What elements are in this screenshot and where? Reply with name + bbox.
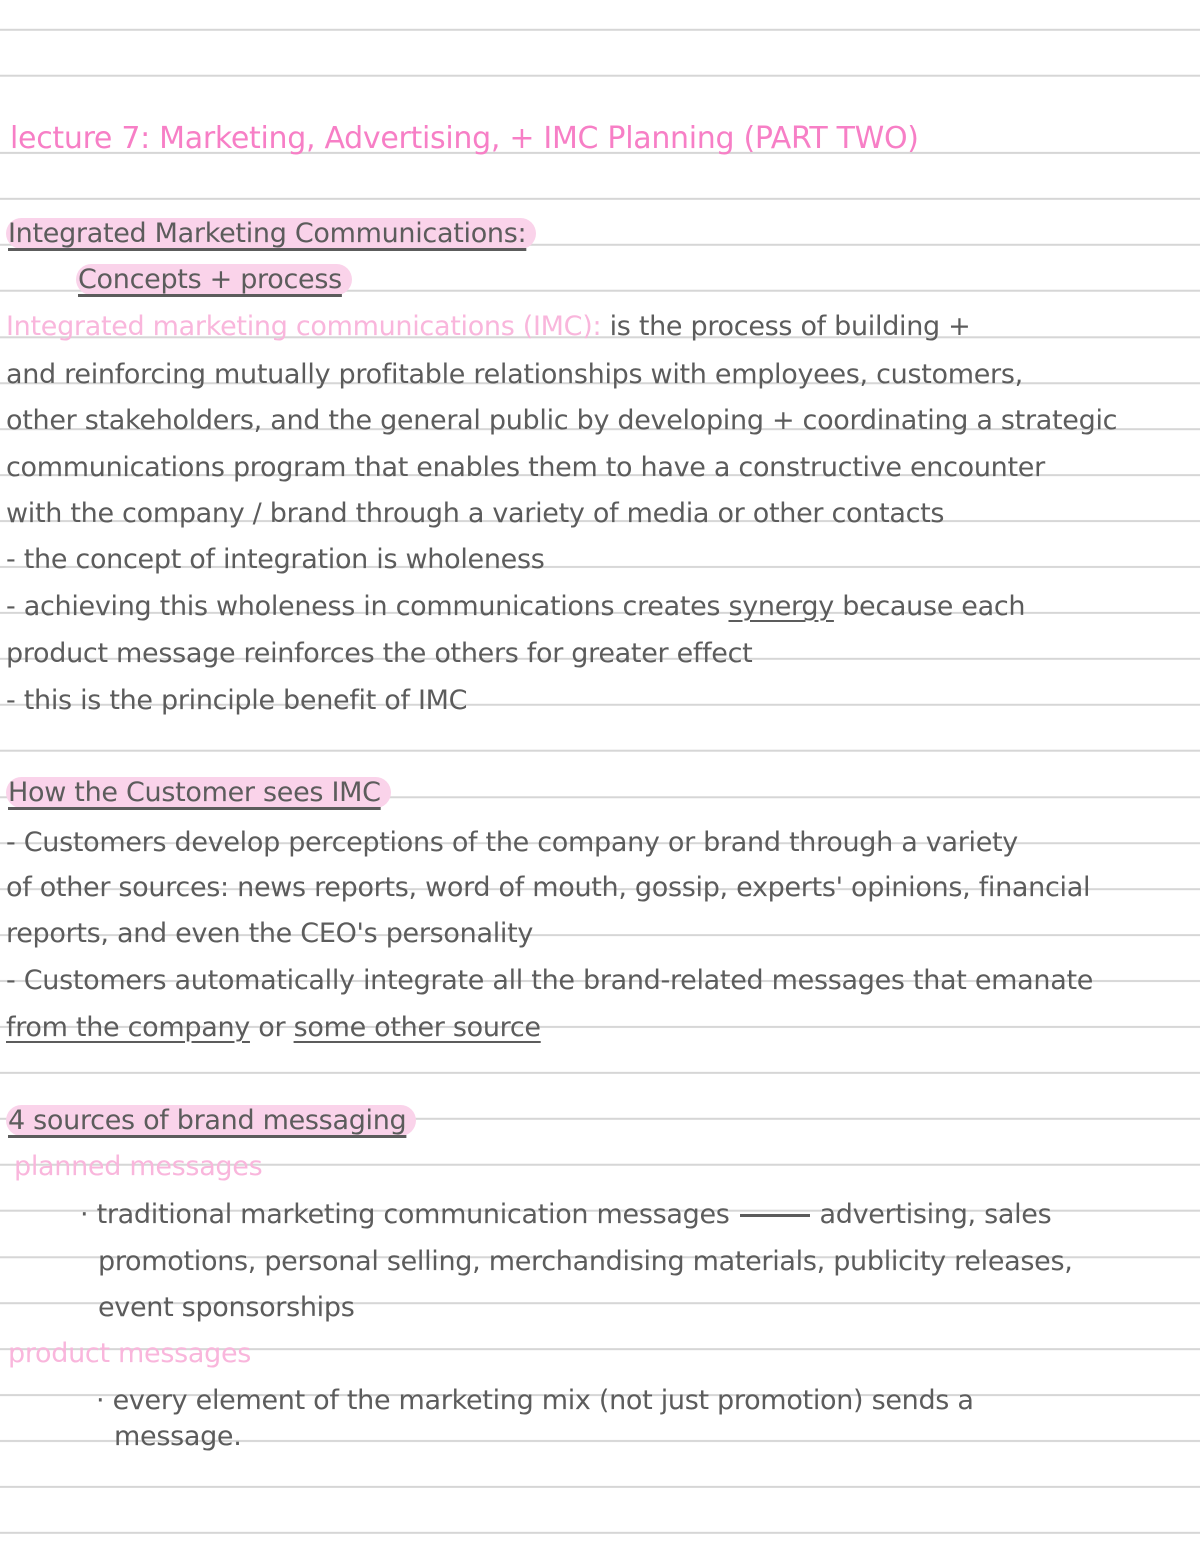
section-heading-customer-text: How the Customer sees IMC (6, 777, 391, 808)
imc-definition-line-5: with the company / brand through a variety of media or other contacts (6, 498, 945, 529)
bullet-principle-benefit: - this is the principle benefit of IMC (6, 685, 468, 716)
bullet-synergy-line-2: product message reinforces the others for greater effect (6, 638, 753, 669)
long-dash (740, 1214, 810, 1217)
imc-definition-line-2: and reinforcing mutually profitable relationships with employees, customers, (6, 359, 1023, 390)
planned-line-1 (80, 1198, 1051, 1232)
bullet-wholeness: - the concept of integration is wholeness (6, 544, 545, 575)
planned-line-1-b: advertising, sales (819, 1199, 1052, 1230)
bullet-synergy-before: - achieving this wholeness in communications creates (6, 591, 729, 622)
customer-line-4: - Customers automatically integrate all the brand-related messages that emanate (6, 965, 1094, 996)
customer-line-5 (6, 1011, 541, 1045)
section-subheading-concepts (76, 263, 352, 297)
planned-messages-label: planned messages (14, 1151, 263, 1182)
product-messages-label: product messages (8, 1338, 252, 1369)
customer-line-1: - Customers develop perceptions of the company or brand through a variety (6, 827, 1018, 858)
customer-line-2: of other sources: news reports, word of mouth, gossip, experts' opinions, financial (6, 872, 1091, 903)
planned-line-2: promotions, personal selling, merchandising materials, publicity releases, (98, 1246, 1073, 1277)
product-line-1: · every element of the marketing mix (not just promotion) sends a (96, 1385, 974, 1416)
source-or: or (258, 1012, 286, 1043)
source-other: some other source (293, 1012, 541, 1043)
imc-definition-line-1 (6, 310, 971, 344)
section-subheading-text: Concepts + process (76, 264, 352, 295)
source-company: from the company (6, 1012, 250, 1043)
imc-definition-start: is the process of building + (609, 311, 971, 342)
imc-definition-line-3: other stakeholders, and the general public by developing + coordinating a strategic (6, 405, 1118, 436)
page-title: lecture 7: Marketing, Advertising, + IMC Planning (PART TWO) (10, 121, 919, 156)
imc-definition-line-4: communications program that enables them to have a constructive encounter (6, 452, 1045, 483)
section-heading-brand-messaging (6, 1104, 416, 1138)
synergy-term: synergy (728, 591, 834, 622)
imc-term: Integrated marketing communications (IMC): (6, 311, 602, 342)
section-heading-customer (6, 776, 391, 810)
bullet-synergy-after: because each (833, 591, 1026, 622)
section-heading-brand-messaging-text: 4 sources of brand messaging (6, 1105, 416, 1136)
planned-line-1-a: · traditional marketing communication messages (80, 1199, 730, 1230)
product-line-2: message. (114, 1421, 242, 1452)
section-heading-imc (6, 217, 536, 251)
bullet-synergy (6, 590, 1025, 624)
planned-line-3: event sponsorships (98, 1292, 355, 1323)
customer-line-3: reports, and even the CEO's personality (6, 918, 534, 949)
section-heading-imc-text: Integrated Marketing Communications: (6, 218, 536, 249)
